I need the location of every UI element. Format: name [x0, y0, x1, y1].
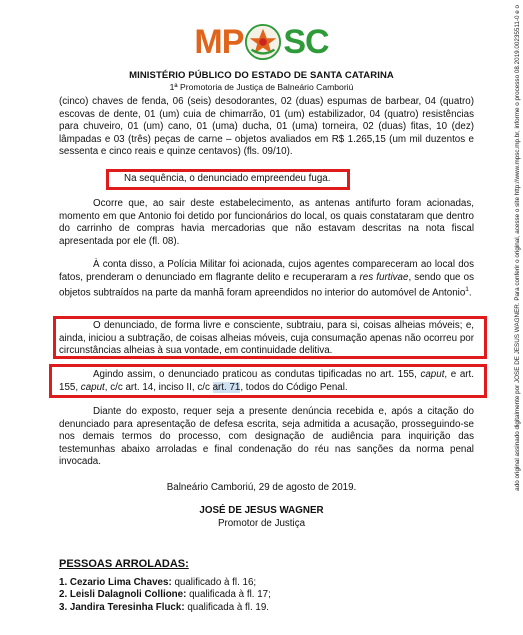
person-detail: qualificado à fl. 16;: [171, 577, 257, 588]
logo-mp-text: MP: [194, 23, 244, 61]
selected-text-art-71[interactable]: art. 71: [212, 381, 241, 393]
side-signature-note: [513, 5, 523, 630]
paragraph-conduct-text: O denunciado, de forma livre e consciente, subtraiu, para si, coisas alheias móveis; e, ainda, iniciou a subtração, de coisas alheias móveis, cuja consumação apenas não ocorreu por circunstâncias alheias à sua vontade, em continuidade delitiva.: [59, 320, 474, 356]
legal-basis-c: , c/c art. 14, inciso II, c/c: [104, 381, 213, 393]
person-detail: qualificada à fl. 19.: [184, 601, 270, 613]
legal-basis-a: Agindo assim, o denunciado praticou as condutas tipificadas no art. 155,: [93, 369, 421, 380]
side-signature-text: ado original assinado digitalmente por JOSE DE JESUS WAGNER. Para conferir o original, acesse o site http://www.mpsc.mp.br, informe o processo 08.2019.00235511-0 e o: [514, 5, 521, 491]
paragraph-police-b: , sendo que os objetos subtraídos na parte da manhã foram apreendidos no interior do automóvel de Antonio: [59, 271, 474, 299]
list-item: [59, 589, 271, 601]
person-name: 2. Leisli Dalagnoli Collione:: [59, 589, 187, 601]
person-name: 3. Jandira Teresinha Fluck:: [59, 601, 185, 613]
paragraph-police-italic: res furtivae: [359, 271, 409, 283]
list-item: [59, 602, 271, 614]
signer-name: JOSÉ DE JESUS WAGNER: [199, 505, 324, 516]
legal-basis-d: , todos do Código Penal.: [240, 381, 348, 393]
state-seal-icon: [244, 23, 282, 61]
footnote-marker: 1: [465, 286, 469, 293]
mpsc-logo: [0, 22, 523, 62]
paragraph-request-text: Diante do exposto, requer seja a presente denúncia recebida e, após a citação do denunciado para apresentação de defesa escrita, seja admitida a acusação, prosseguindo-se nos demais termos do processo, com designação de audiência para inquirição das testemunhas abaixo arroladas e final condenação do réu nas sanções da norma penal invocada.: [59, 406, 474, 467]
place-date: Balneário Camboriú, 29 de agosto de 2019.: [166, 482, 357, 493]
logo-sc-text: SC: [283, 23, 329, 61]
unit-name: 1ª Promotoria de Justiça de Balneário Camboriú: [169, 82, 354, 92]
paragraph-legal-basis: [59, 369, 474, 394]
persons-title: PESSOAS ARROLADAS:: [59, 558, 189, 570]
person-name: 1. Cezario Lima Chaves:: [59, 577, 172, 588]
signer-role: Promotor de Justiça: [217, 518, 306, 529]
paragraph-police-end: .: [468, 287, 472, 299]
legal-basis-caput-2: caput: [80, 381, 105, 393]
paragraph-police: [59, 259, 474, 300]
organization-name: MINISTÉRIO PÚBLICO DO ESTADO DE SANTA CATARINA: [129, 70, 394, 81]
legal-basis-caput-1: caput: [420, 369, 445, 380]
list-item: [59, 577, 271, 589]
persons-list: [59, 577, 271, 614]
paragraph-flight: Na sequência, o denunciado empreendeu fuga.: [124, 173, 331, 184]
paragraph-items-list: (cinco) chaves de fenda, 06 (seis) desodorantes, 02 (duas) espumas de barbear, 04 (quatro) escovas de dente, 01 (um) cuia de chimarrão, 01 (um) estabilizador, 04 (quatro) resistências para chuveiro, 01 (um) cano, 01 (uma) ducha, 01 (uma) torneira, 02 (duas) fitas, 10 (dez) lâmpadas e 03 (três) peças de carne – objetos avaliados em R$ 1.265,15 (um mil duzentos e sessenta e cinco reais e quinze centavos) (fls. 09/10).: [59, 96, 474, 157]
paragraph-police-a: À conta disso, a Polícia Militar foi acionada, cujos agentes compareceram ao local dos fatos, prenderam o denunciado em flagrante delito e recuperaram a: [59, 259, 474, 283]
person-detail: qualificada à fl. 17;: [186, 589, 271, 601]
paragraph-detention-text: Ocorre que, ao sair deste estabelecimento, as antenas antifurto foram acionadas, momento em que Antonio foi detido por funcionários do local, os quais constataram que dentro do carrinho de compras havia mercadorias que não estavam descritas na nota fiscal apresentada por ele (fl. 08).: [59, 198, 474, 247]
legal-basis-b: , e art. 155,: [59, 369, 474, 393]
paragraph-conduct: [59, 320, 474, 358]
paragraph-request: [59, 406, 474, 469]
paragraph-detention: [59, 198, 474, 248]
